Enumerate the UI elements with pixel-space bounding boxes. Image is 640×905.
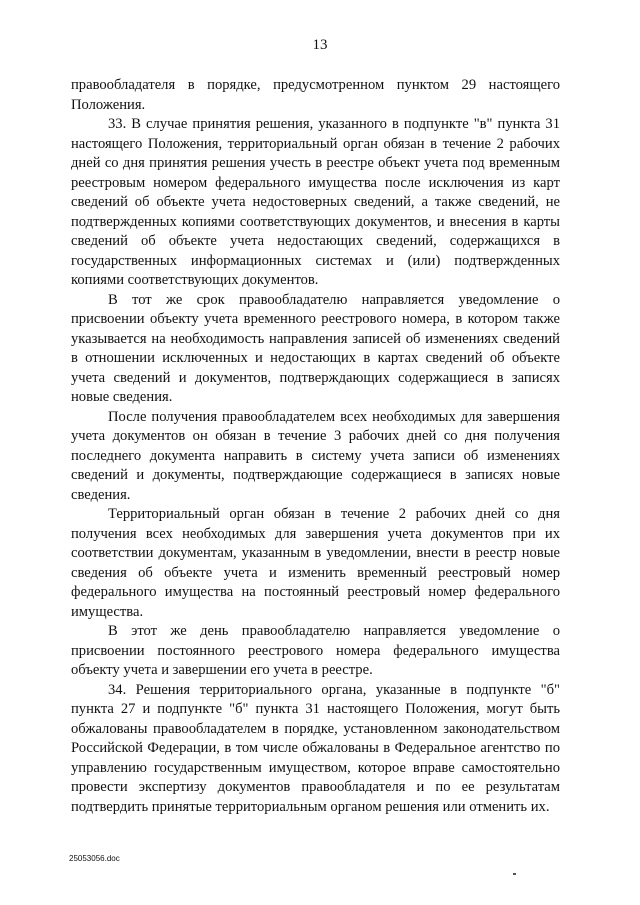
paragraph-notification-permanent: В этот же день правообладателю направляется уведомление о присвоении постоянного реестрового номера федерального имущества объекту учета и завершении его учета в реестре. — [71, 623, 560, 678]
paragraph-territorial-body: Территориальный орган обязан в течение 2 рабочих дней со дня получения всех необходимых для завершения учета документов при их соответствии документам, указанным в уведомлении, внести в реестр новые сведения об объекте учета и изменить временный реестровый номер федерального имущества на постоянный реестровый номер федерального имущества. — [71, 506, 560, 620]
page-number: 13 — [312, 37, 328, 53]
scan-mark — [513, 873, 516, 875]
paragraph-item-34: 34. Решения территориального органа, указанные в подпункте "б" пункта 27 и подпункте "б" пункта 31 настоящего Положения, могут быть обжалованы правообладателем в порядке, установленном законодательством Российской Федерации, в том числе обжалованы в Федеральное агентство по управлению государственным имуществом, которое вправе самостоятельно провести экспертизу документов правообладателя и по ее результатам подтвердить принятые территориальным органом решения или отменить их. — [71, 681, 560, 815]
paragraph-rightholder-obligation: После получения правообладателем всех необходимых для завершения учета документов он обязан в течение 3 рабочих дней со дня получения последнего документа направить в систему учета записи об изменениях сведений и документы, подтверждающие содержащиеся в записях новые сведения. — [71, 408, 560, 503]
paragraph-notification-temporary: В тот же срок правообладателю направляется уведомление о присвоении объекту учета временного реестрового номера, в котором также указывается на необходимость направления записей об изменениях сведений в отношении исключенных и недостающих в картах сведений об объекте учета сведений и документов, подтверждающих содержащиеся в записях новые сведения. — [71, 291, 560, 405]
paragraph-continuation: правообладателя в порядке, предусмотренном пунктом 29 настоящего Положения. — [71, 77, 560, 113]
document-body — [71, 76, 560, 817]
paragraph-item-33: 33. В случае принятия решения, указанного в подпункте "в" пункта 31 настоящего Положения, территориальный орган обязан в течение 2 рабочих дней со дня принятия решения учесть в реестре объект учета под временным реестровым номером федерального имущества после исключения из карт сведений об объекте учета недостоверных сведений, а также сведений, не подтвержденных копиями соответствующих документов, и внесения в карты сведений об объекте учета недостающих сведений, содержащихся в государственных информационных системах и (или) подтвержденных копиями соответствующих документов. — [71, 116, 560, 288]
footer-file-code: 25053056.doc — [69, 854, 120, 863]
